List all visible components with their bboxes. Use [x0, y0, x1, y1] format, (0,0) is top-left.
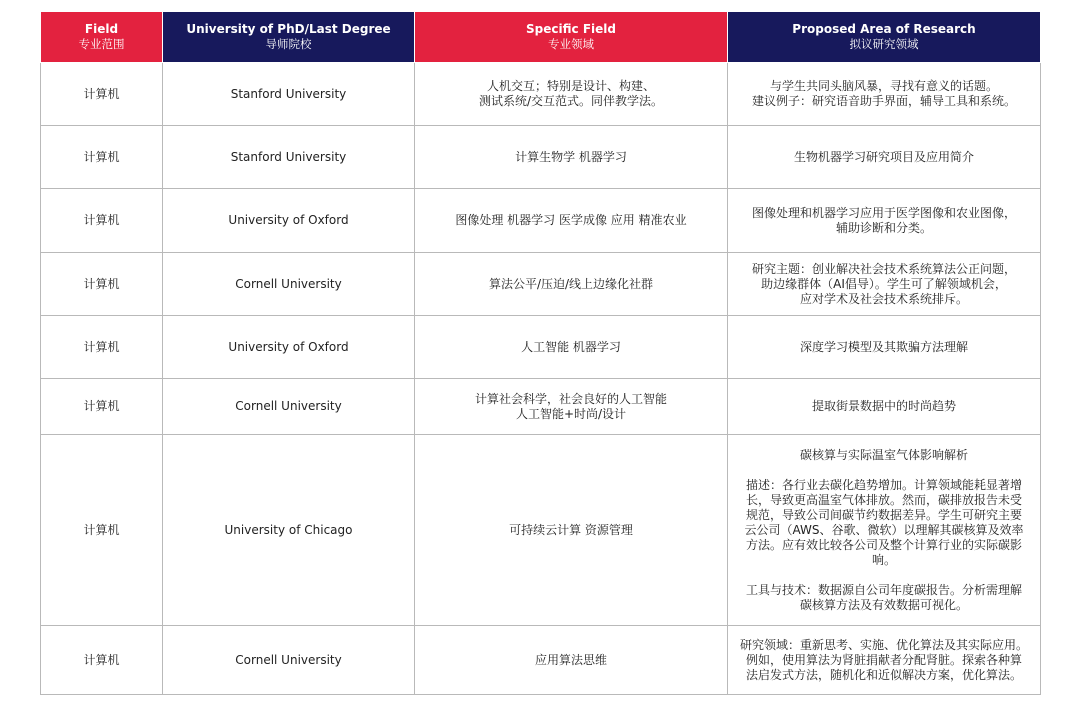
- text-line: 深度学习模型及其欺骗方法理解: [799, 339, 968, 354]
- text-line: 响。: [871, 552, 896, 567]
- header-university-zh: 导师院校: [265, 37, 312, 51]
- field-cell: 计算机: [41, 379, 163, 435]
- text-line: 人工智能 机器学习: [521, 339, 621, 354]
- research-paragraph: [734, 583, 1034, 613]
- research-cell: [728, 253, 1041, 316]
- research-cell: [728, 316, 1041, 379]
- research-cell: [728, 379, 1041, 435]
- specific-field-cell: [415, 253, 728, 316]
- text-line: 规范，导致公司间碳节约数据差异。学生可研究主要: [745, 507, 1022, 522]
- research-cell: [728, 435, 1041, 626]
- text-line: 云公司（AWS、谷歌、微软）以理解其碳核算及效率: [744, 522, 1024, 537]
- specific-field-cell: [415, 379, 728, 435]
- university-cell: University of Oxford: [163, 316, 415, 379]
- text-line: 方法。应有效比较各公司及整个计算行业的实际碳影: [745, 537, 1022, 552]
- text-line: 图像处理和机器学习应用于医学图像和农业图像，: [751, 205, 1016, 220]
- text-line: 算法公平/压迫/线上边缘化社群: [488, 276, 654, 291]
- header-specific-field: [415, 12, 728, 63]
- header-university: [163, 12, 415, 63]
- table-row: [41, 316, 1041, 379]
- specific-field-cell: [415, 626, 728, 695]
- table-row: [41, 253, 1041, 316]
- text-line: 长，导致更高温室气体排放。然而，碳排放报告未受: [745, 492, 1022, 507]
- header-research-area-en: Proposed Area of Research: [792, 22, 976, 36]
- field-cell: 计算机: [41, 626, 163, 695]
- field-cell: 计算机: [41, 253, 163, 316]
- text-line: 人机交互；特别是设计、构建、: [486, 79, 655, 93]
- research-table: [40, 11, 1041, 695]
- text-line: 研究主题：创业解决社会技术系统算法公正问题，: [751, 261, 1016, 276]
- text-line: 图像处理 机器学习 医学成像 应用 精准农业: [455, 213, 687, 227]
- university-cell: Stanford University: [163, 126, 415, 189]
- table-row: [41, 63, 1041, 126]
- table-row: [41, 126, 1041, 189]
- header-specific-field-zh: 专业领域: [548, 37, 594, 51]
- field-cell: 计算机: [41, 126, 163, 189]
- text-line: 助边缘群体（AI倡导）。学生可了解领域机会，: [761, 276, 1007, 291]
- text-line: 碳核算与实际温室气体影响解析: [799, 447, 968, 462]
- table-row: [41, 435, 1041, 626]
- header-research-area: [728, 12, 1041, 63]
- research-cell: [728, 63, 1041, 126]
- university-cell: Stanford University: [163, 63, 415, 126]
- text-line: 测试系统/交互范式。同伴教学法。: [478, 94, 664, 108]
- research-paragraph: [734, 478, 1034, 568]
- university-cell: Cornell University: [163, 626, 415, 695]
- specific-field-cell: [415, 126, 728, 189]
- text-line: 与学生共同头脑风暴，寻找有意义的话题。: [769, 79, 998, 93]
- text-line: 可持续云计算 资源管理: [509, 522, 633, 537]
- header-research-area-zh: 拟议研究领域: [849, 37, 919, 51]
- text-line: 计算生物学 机器学习: [515, 149, 627, 164]
- university-cell: University of Chicago: [163, 435, 415, 626]
- text-line: 生物机器学习研究项目及应用简介: [793, 149, 974, 164]
- table-row: [41, 189, 1041, 253]
- header-row: [41, 12, 1041, 63]
- text-line: 应用算法思维: [534, 652, 607, 667]
- text-line: 法启发式方法，随机化和近似解决方案，优化算法。: [745, 667, 1022, 682]
- specific-field-cell: [415, 316, 728, 379]
- research-paragraph: [734, 448, 1034, 463]
- specific-field-cell: [415, 63, 728, 126]
- text-line: 人工智能+时尚/设计: [515, 406, 627, 421]
- text-line: 例如，使用算法为肾脏捐献者分配肾脏。探索各种算: [745, 652, 1022, 667]
- text-line: 辅助诊断和分类。: [835, 220, 932, 235]
- text-line: 建议例子：研究语音助手界面，辅导工具和系统。: [751, 94, 1016, 108]
- header-field-en: Field: [84, 22, 119, 36]
- text-line: 描述：各行业去碳化趋势增加。计算领域能耗显著增: [745, 477, 1022, 492]
- table-row: [41, 379, 1041, 435]
- university-cell: University of Oxford: [163, 189, 415, 253]
- text-line: 应对学术及社会技术系统排斥。: [799, 291, 968, 306]
- header-field-zh: 专业范围: [78, 37, 125, 51]
- university-cell: Cornell University: [163, 379, 415, 435]
- text-line: 碳核算方法及有效数据可视化。: [799, 597, 968, 612]
- field-cell: 计算机: [41, 189, 163, 253]
- specific-field-cell: [415, 435, 728, 626]
- field-cell: 计算机: [41, 435, 163, 626]
- university-cell: Cornell University: [163, 253, 415, 316]
- field-cell: 计算机: [41, 63, 163, 126]
- field-cell: 计算机: [41, 316, 163, 379]
- table-row: [41, 626, 1041, 695]
- header-specific-field-en: Specific Field: [526, 22, 616, 36]
- header-field: [41, 12, 163, 63]
- research-cell: [728, 626, 1041, 695]
- text-line: 计算社会科学，社会良好的人工智能: [474, 391, 667, 406]
- specific-field-cell: [415, 189, 728, 253]
- text-line: 研究领域：重新思考、实施、优化算法及其实际应用。: [739, 637, 1028, 652]
- header-university-en: University of PhD/Last Degree: [186, 22, 391, 36]
- text-line: 提取街景数据中的时尚趋势: [811, 399, 956, 413]
- research-cell: [728, 126, 1041, 189]
- research-cell: [728, 189, 1041, 253]
- text-line: 工具与技术：数据源自公司年度碳报告。分析需理解: [745, 582, 1022, 597]
